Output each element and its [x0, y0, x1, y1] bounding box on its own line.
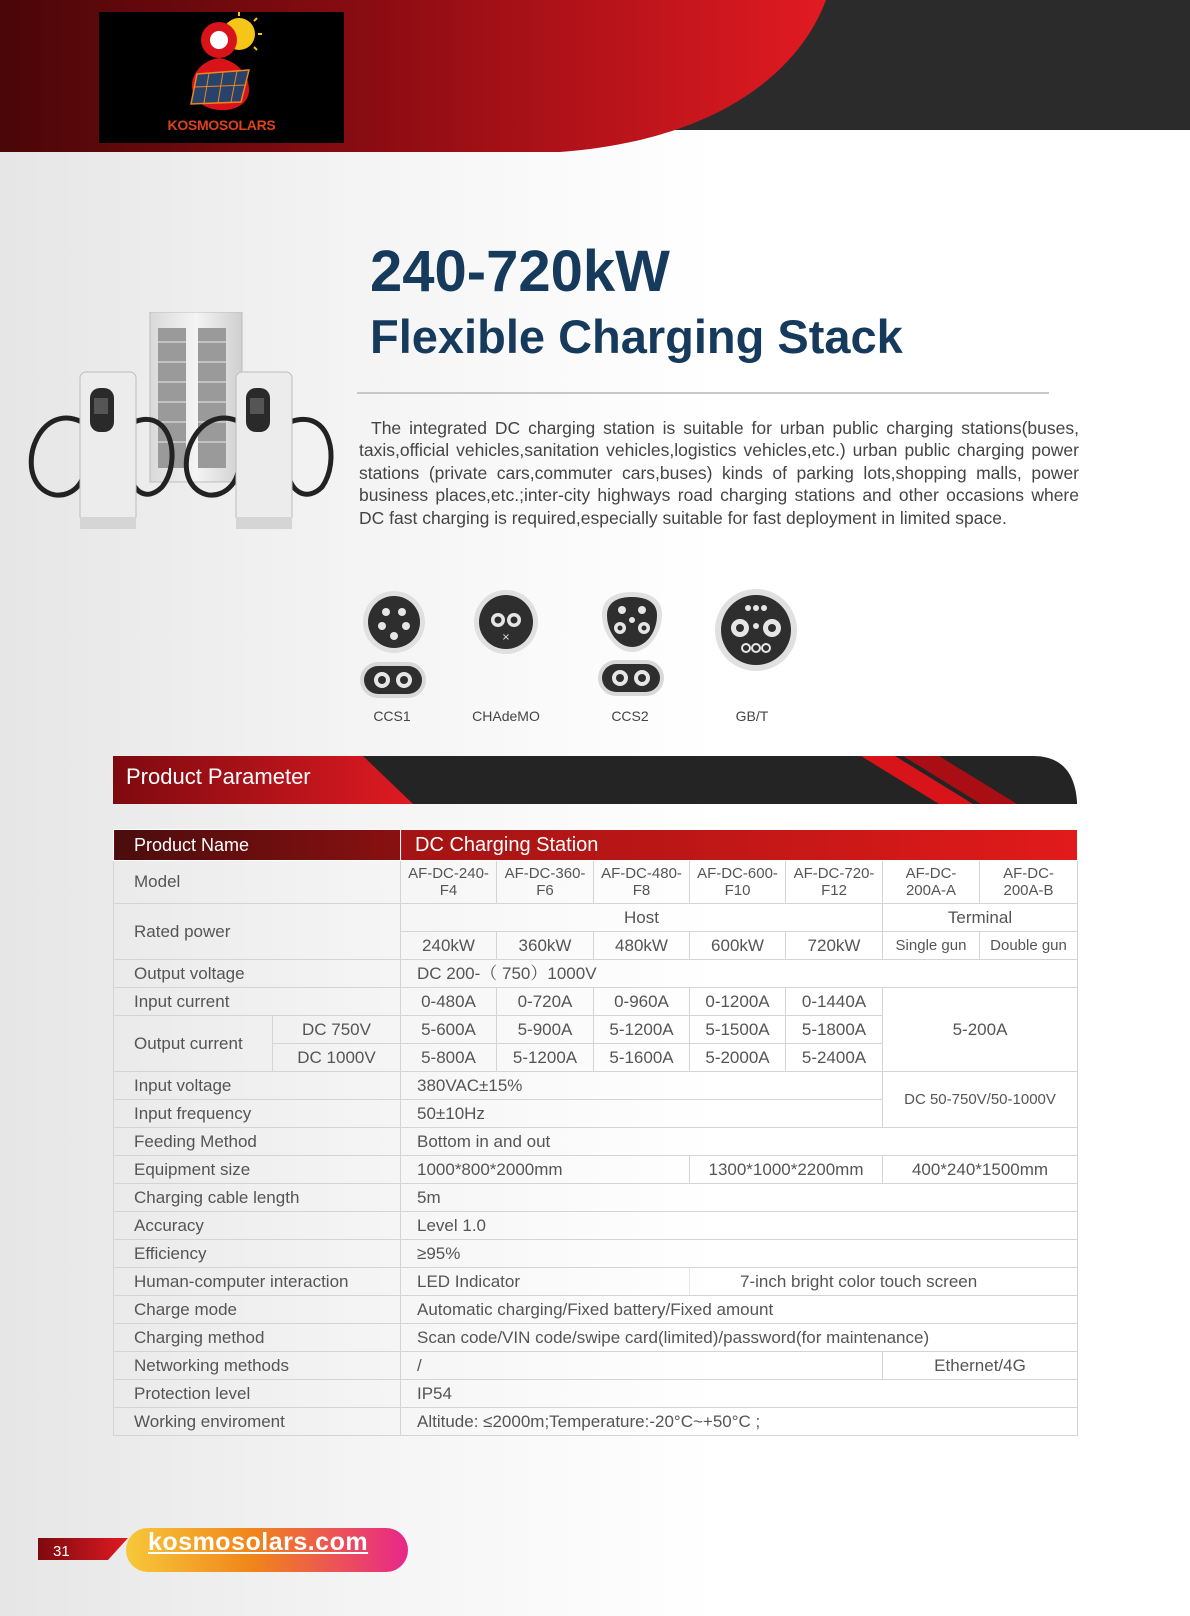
environment-value: Altitude: ≤2000m;Temperature:-20°C~+50°C ; — [401, 1408, 1078, 1436]
table-row — [114, 1408, 1078, 1436]
equipment-size-value: 1300*1000*2200mm — [690, 1156, 883, 1184]
table-row — [114, 861, 1078, 904]
model-cell: AF-DC-600-F10 — [690, 861, 786, 904]
output-current-cell: 5-1200A — [594, 1016, 690, 1044]
charge-mode-label: Charge mode — [114, 1296, 401, 1324]
networking-value: Ethernet/4G — [883, 1352, 1078, 1380]
output-current-cell: 5-1200A — [497, 1044, 594, 1072]
equipment-size-value: 1000*800*2000mm — [401, 1156, 690, 1184]
connector-label-chademo: CHAdeMO — [472, 708, 540, 724]
table-row — [114, 1184, 1078, 1212]
ccs2-connector-icon — [598, 590, 678, 700]
rated-power-label: Rated power — [114, 904, 401, 960]
output-voltage-value: DC 200-（ 750）1000V — [401, 960, 1078, 988]
connector-label-ccs2: CCS2 — [611, 708, 649, 724]
protection-level-value: IP54 — [401, 1380, 1078, 1408]
input-voltage-label: Input voltage — [114, 1072, 401, 1100]
terminal-current-value: 5-200A — [883, 988, 1078, 1072]
terminal-label: Terminal — [883, 904, 1078, 932]
dc750-label: DC 750V — [273, 1016, 401, 1044]
chademo-connector-icon — [472, 588, 552, 668]
efficiency-label: Efficiency — [114, 1240, 401, 1268]
input-current-cell: 0-1200A — [690, 988, 786, 1016]
terminal-voltage-value: DC 50-750V/50-1000V — [883, 1072, 1078, 1128]
input-current-cell: 0-1440A — [786, 988, 883, 1016]
input-current-label: Input current — [114, 988, 401, 1016]
protection-level-label: Protection level — [114, 1380, 401, 1408]
globe-sun-icon — [99, 12, 344, 122]
accuracy-value: Level 1.0 — [401, 1212, 1078, 1240]
hci-value: LED Indicator — [401, 1268, 690, 1296]
dc1000-label: DC 1000V — [273, 1044, 401, 1072]
connector-types — [350, 588, 830, 728]
rated-power-cell: Double gun — [980, 932, 1078, 960]
model-cell: AF-DC-720-F12 — [786, 861, 883, 904]
rated-power-cell: 360kW — [497, 932, 594, 960]
table-row — [114, 1352, 1078, 1380]
table-row — [114, 988, 1078, 1016]
rated-power-cell: 720kW — [786, 932, 883, 960]
product-description: The integrated DC charging station is suitable for urban public charging stations(buses, taxis,official vehicles,sanitation vehicles,logistics vehicles,etc.) urban public charging power stations (private cars,commuter cars,buses) kinds of parking lots,shopping malls, power business places,etc.;inter-city highways road charging stations and other occasions where DC fast charging is required,especially suitable for fast deployment in limited space. — [359, 418, 1079, 528]
networking-label: Networking methods — [114, 1352, 401, 1380]
title-block — [370, 240, 1050, 366]
page-number-tab — [38, 1538, 128, 1560]
table-row — [114, 1072, 1078, 1100]
equipment-size-value: 400*240*1500mm — [883, 1156, 1078, 1184]
output-current-cell: 5-600A — [401, 1016, 497, 1044]
rated-power-cell: 480kW — [594, 932, 690, 960]
section-title: Product Parameter — [126, 764, 311, 789]
input-frequency-value: 50±10Hz — [401, 1100, 883, 1128]
model-cell: AF-DC-200A-B — [980, 861, 1078, 904]
gbt-connector-icon — [714, 588, 804, 678]
table-row — [114, 1268, 1078, 1296]
input-current-cell: 0-480A — [401, 988, 497, 1016]
table-row — [114, 1156, 1078, 1184]
input-voltage-value: 380VAC±15% — [401, 1072, 883, 1100]
hci-label: Human-computer interaction — [114, 1268, 401, 1296]
table-row — [114, 1296, 1078, 1324]
product-name-value: DC Charging Station — [401, 830, 1078, 861]
table-row — [114, 1212, 1078, 1240]
table-row — [114, 1128, 1078, 1156]
logo-wordmark: KOSMOSOLARS — [167, 117, 276, 133]
rated-power-cell: 600kW — [690, 932, 786, 960]
title-divider — [357, 392, 1049, 394]
charging-method-value: Scan code/VIN code/swipe card(limited)/password(for maintenance) — [401, 1324, 1078, 1352]
model-label: Model — [114, 861, 401, 904]
feeding-method-label: Feeding Method — [114, 1128, 401, 1156]
cable-length-value: 5m — [401, 1184, 1078, 1212]
product-parameter-table — [113, 829, 1078, 1436]
model-cell: AF-DC-360-F6 — [497, 861, 594, 904]
table-row — [114, 1324, 1078, 1352]
connector-label-gbt: GB/T — [735, 708, 769, 724]
output-current-cell: 5-2000A — [690, 1044, 786, 1072]
host-label: Host — [401, 904, 883, 932]
model-cell: AF-DC-480-F8 — [594, 861, 690, 904]
output-current-cell: 5-1600A — [594, 1044, 690, 1072]
charging-stack-product-image — [22, 312, 347, 542]
rated-power-cell: Single gun — [883, 932, 980, 960]
feeding-method-value: Bottom in and out — [401, 1128, 1078, 1156]
table-row — [114, 960, 1078, 988]
table-row — [114, 904, 1078, 932]
hci-value: 7-inch bright color touch screen — [690, 1268, 1078, 1296]
equipment-size-label: Equipment size — [114, 1156, 401, 1184]
rated-power-cell: 240kW — [401, 932, 497, 960]
input-frequency-label: Input frequency — [114, 1100, 401, 1128]
brand-logo — [99, 12, 344, 143]
model-cell: AF-DC-200A-A — [883, 861, 980, 904]
input-current-cell: 0-960A — [594, 988, 690, 1016]
output-current-cell: 5-900A — [497, 1016, 594, 1044]
input-current-cell: 0-720A — [497, 988, 594, 1016]
page-number: 31 — [53, 1543, 70, 1560]
page-title: 240-720kW — [370, 239, 670, 304]
model-cell: AF-DC-240-F4 — [401, 861, 497, 904]
svg-text:×: × — [501, 632, 511, 643]
table-row — [114, 1380, 1078, 1408]
output-current-cell: 5-800A — [401, 1044, 497, 1072]
accuracy-label: Accuracy — [114, 1212, 401, 1240]
table-row — [114, 830, 1078, 861]
connector-label-ccs1: CCS1 — [373, 708, 411, 724]
ccs1-connector-icon — [360, 590, 440, 700]
networking-value: / — [401, 1352, 883, 1380]
output-voltage-label: Output voltage — [114, 960, 401, 988]
charge-mode-value: Automatic charging/Fixed battery/Fixed amount — [401, 1296, 1078, 1324]
product-name-label: Product Name — [114, 830, 401, 861]
table-row — [114, 1240, 1078, 1268]
output-current-cell: 5-2400A — [786, 1044, 883, 1072]
output-current-cell: 5-1500A — [690, 1016, 786, 1044]
output-current-label: Output current — [114, 1016, 273, 1072]
cable-length-label: Charging cable length — [114, 1184, 401, 1212]
environment-label: Working enviroment — [114, 1408, 401, 1436]
website-link[interactable]: kosmosolars.com — [148, 1528, 369, 1556]
page-subtitle: Flexible Charging Stack — [370, 310, 903, 363]
output-current-cell: 5-1800A — [786, 1016, 883, 1044]
charging-method-label: Charging method — [114, 1324, 401, 1352]
efficiency-value: ≥95% — [401, 1240, 1078, 1268]
